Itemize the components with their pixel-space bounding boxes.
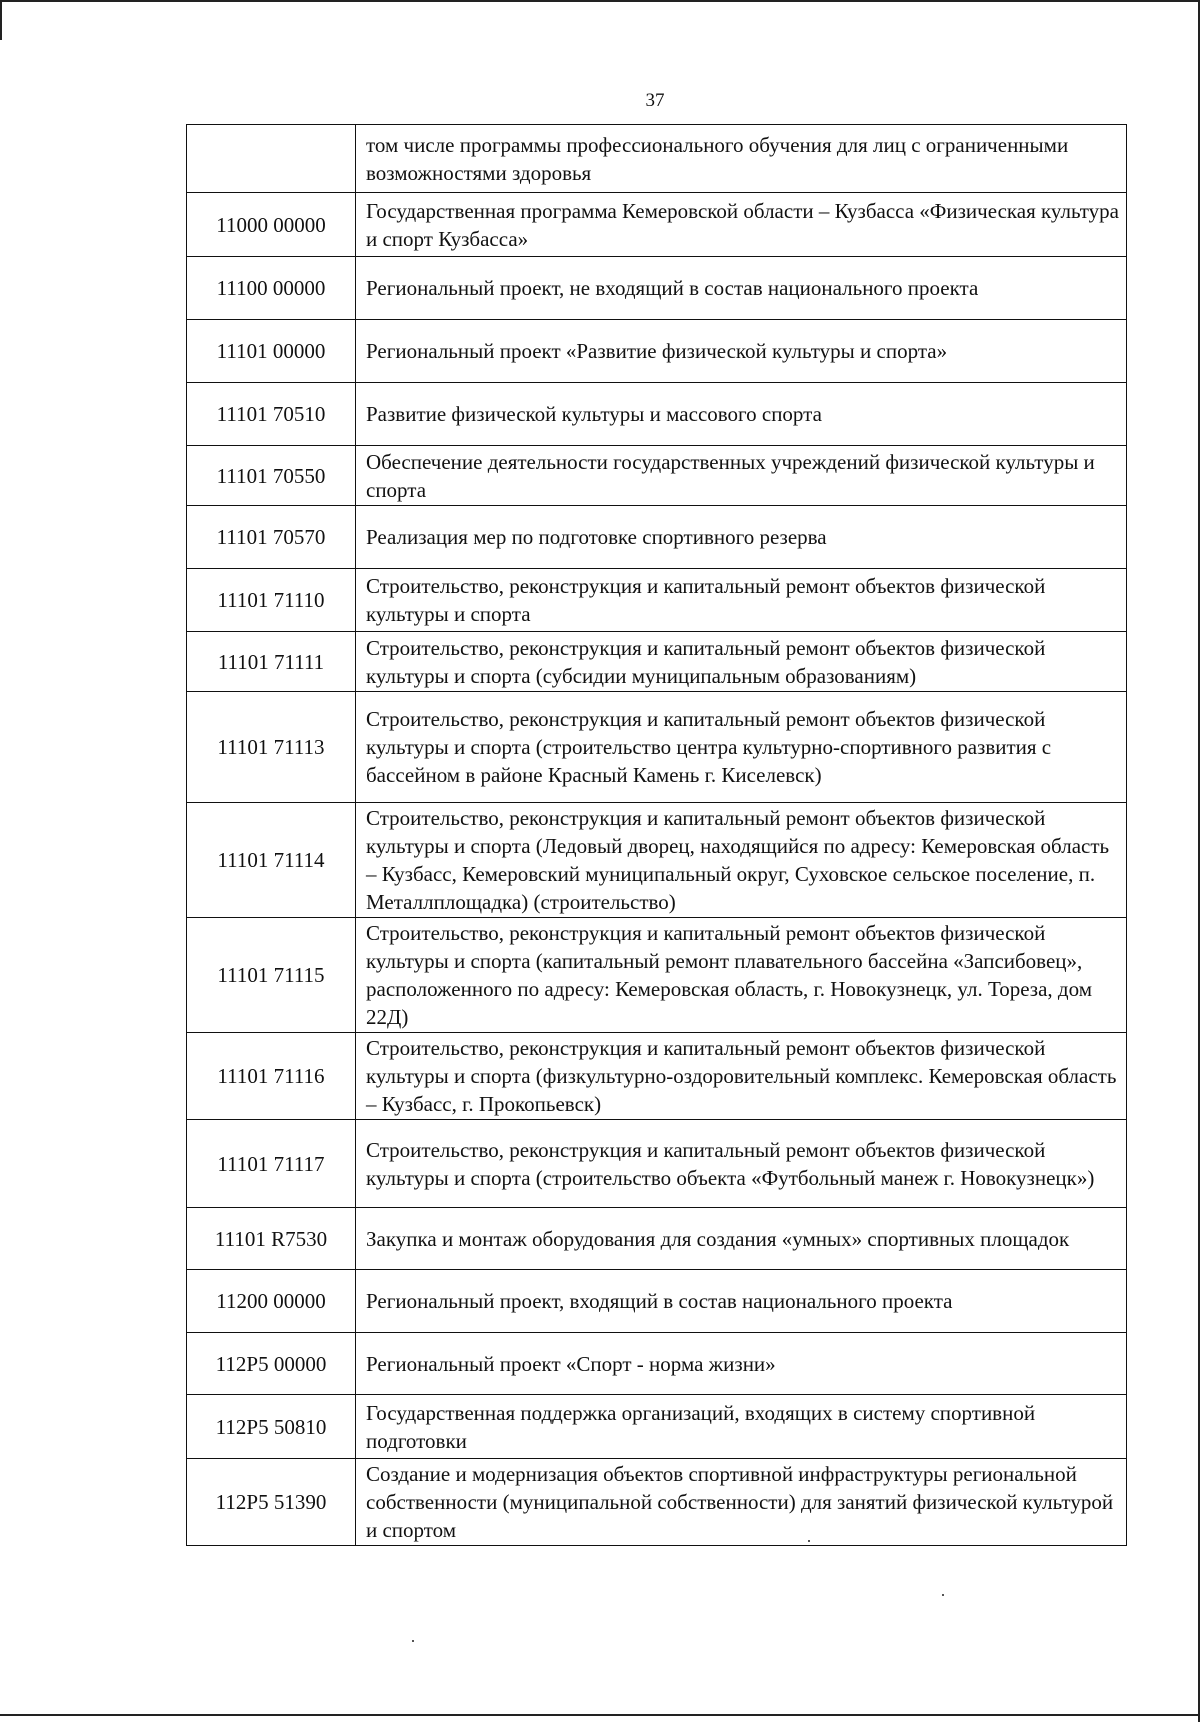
scan-speck xyxy=(412,1640,414,1642)
row-description: Строительство, реконструкция и капитальный ремонт объектов физической культуры и спорта (строительство центра культурно-спортивного развития с бассейном в районе Красный Камень г. Киселевск) xyxy=(356,692,1127,803)
table-row xyxy=(187,1270,1127,1333)
row-description: Государственная поддержка организаций, входящих в систему спортивной подготовки xyxy=(356,1395,1127,1459)
row-code: 11101 00000 xyxy=(187,320,356,383)
row-code: 11101 71113 xyxy=(187,692,356,803)
table-row xyxy=(187,1208,1127,1270)
row-description: Региональный проект «Спорт - норма жизни» xyxy=(356,1333,1127,1395)
table-row xyxy=(187,320,1127,383)
row-description: Региональный проект, входящий в состав национального проекта xyxy=(356,1270,1127,1333)
row-code: 112P5 51390 xyxy=(187,1459,356,1546)
scan-speck xyxy=(808,1540,810,1542)
table-row xyxy=(187,1333,1127,1395)
row-description: том числе программы профессионального обучения для лиц с ограниченными возможностями здоровья xyxy=(356,125,1127,193)
row-code: 11000 00000 xyxy=(187,193,356,257)
row-description: Развитие физической культуры и массового спорта xyxy=(356,383,1127,446)
table-row xyxy=(187,446,1127,506)
row-code xyxy=(187,125,356,193)
row-description: Строительство, реконструкция и капитальный ремонт объектов физической культуры и спорта (субсидии муниципальным образованиям) xyxy=(356,632,1127,692)
row-code: 11101 71110 xyxy=(187,569,356,632)
table-row xyxy=(187,1395,1127,1459)
table-row xyxy=(187,1120,1127,1208)
table-row xyxy=(187,125,1127,193)
row-code: 11100 00000 xyxy=(187,257,356,320)
row-description: Строительство, реконструкция и капитальный ремонт объектов физической культуры и спорта (Ледовый дворец, находящийся по адресу: Кемеровская область – Кузбасс, Кемеровский муниципальный округ, Суховское сельское поселение, п. Металлплощадка) (строительство) xyxy=(356,803,1127,918)
row-code: 11101 71111 xyxy=(187,632,356,692)
row-description: Строительство, реконструкция и капитальный ремонт объектов физической культуры и спорта (физкультурно-оздоровительный комплекс. Кемеровская область – Кузбасс, г. Прокопьевск) xyxy=(356,1033,1127,1120)
row-code: 11101 71115 xyxy=(187,918,356,1033)
row-description: Государственная программа Кемеровской области – Кузбасса «Физическая культура и спорт Кузбасса» xyxy=(356,193,1127,257)
table-row xyxy=(187,193,1127,257)
row-code: 11101 70550 xyxy=(187,446,356,506)
table-row xyxy=(187,692,1127,803)
row-code: 11101 R7530 xyxy=(187,1208,356,1270)
table-row xyxy=(187,257,1127,320)
row-description: Обеспечение деятельности государственных учреждений физической культуры и спорта xyxy=(356,446,1127,506)
row-description: Региональный проект, не входящий в состав национального проекта xyxy=(356,257,1127,320)
scan-edge-left-mark xyxy=(0,0,2,40)
row-code: 11200 00000 xyxy=(187,1270,356,1333)
row-description: Реализация мер по подготовке спортивного резерва xyxy=(356,506,1127,569)
table-row xyxy=(187,569,1127,632)
row-description: Строительство, реконструкция и капитальный ремонт объектов физической культуры и спорта xyxy=(356,569,1127,632)
row-code: 11101 71114 xyxy=(187,803,356,918)
budget-codes-table xyxy=(186,124,1127,1546)
table-row xyxy=(187,918,1127,1033)
table-row xyxy=(187,1459,1127,1546)
table-row xyxy=(187,803,1127,918)
row-description: Региональный проект «Развитие физической культуры и спорта» xyxy=(356,320,1127,383)
table-row xyxy=(187,632,1127,692)
row-code: 112P5 00000 xyxy=(187,1333,356,1395)
row-code: 11101 70570 xyxy=(187,506,356,569)
page-number: 37 xyxy=(645,90,665,111)
scan-edge-top xyxy=(0,0,1200,2)
row-description: Строительство, реконструкция и капитальный ремонт объектов физической культуры и спорта (капитальный ремонт плавательного бассейна «Запсибовец», расположенного по адресу: Кемеровская область, г. Новокузнецк, ул. Тореза, дом 22Д) xyxy=(356,918,1127,1033)
row-code: 11101 71117 xyxy=(187,1120,356,1208)
row-description: Строительство, реконструкция и капитальный ремонт объектов физической культуры и спорта (строительство объекта «Футбольный манеж г. Новокузнецк») xyxy=(356,1120,1127,1208)
row-code: 11101 70510 xyxy=(187,383,356,446)
scan-speck xyxy=(942,1594,944,1596)
table-row xyxy=(187,506,1127,569)
scan-edge-bottom xyxy=(0,1714,1200,1716)
row-description: Создание и модернизация объектов спортивной инфраструктуры региональной собственности (муниципальной собственности) для занятий физической культурой и спортом xyxy=(356,1459,1127,1546)
row-code: 11101 71116 xyxy=(187,1033,356,1120)
row-description: Закупка и монтаж оборудования для создания «умных» спортивных площадок xyxy=(356,1208,1127,1270)
table-row xyxy=(187,383,1127,446)
table-row xyxy=(187,1033,1127,1120)
row-code: 112P5 50810 xyxy=(187,1395,356,1459)
